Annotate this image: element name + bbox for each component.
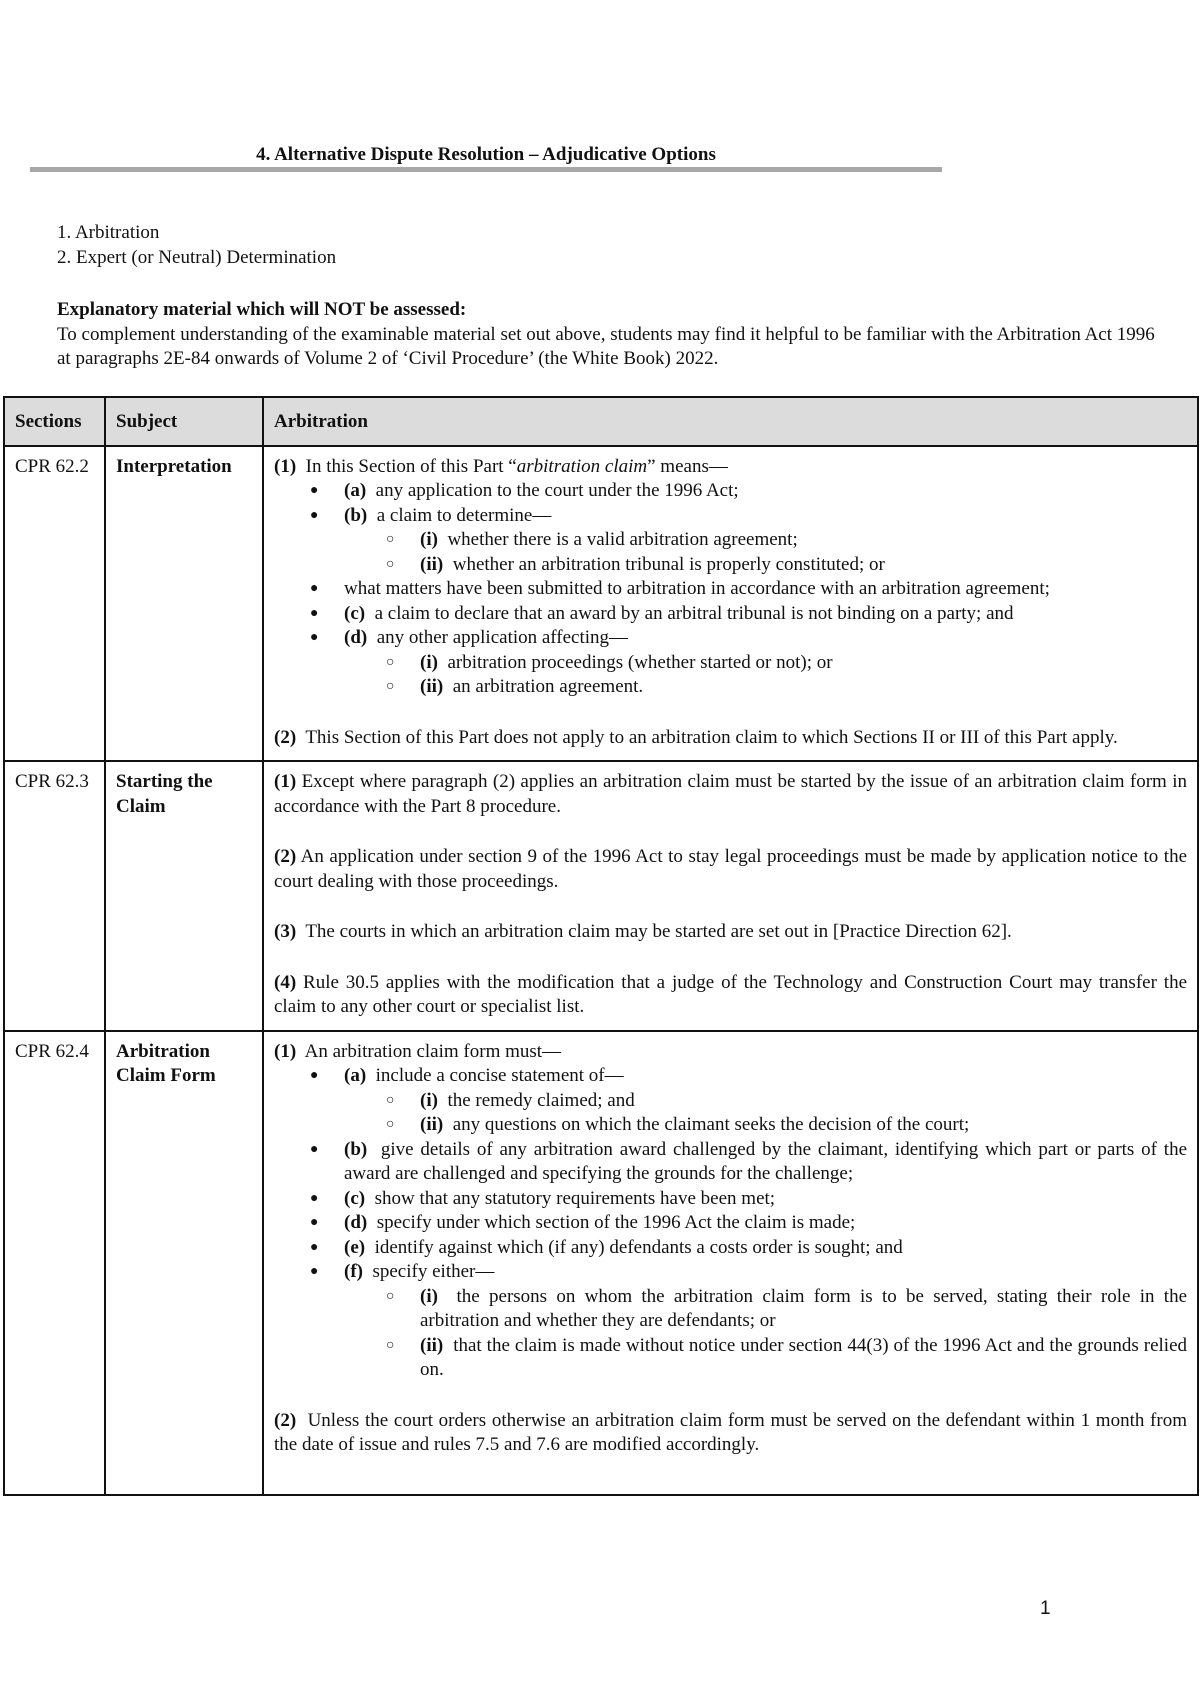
para-text: ” means— [647,455,728,477]
item-text: specify either— [372,1261,495,1282]
list-item [310,602,1187,627]
content-cell [263,446,1198,762]
item-number: (a) [344,480,367,501]
paragraph [274,971,1187,1020]
item-number: (i) [420,651,438,673]
para-text: Unless the court orders otherwise an arbitration claim form must be served on the defendant within 1 month from the date of issue and rules 7.5 and 7.6 are modified accordingly. [274,1409,1187,1455]
list-item [310,1187,1187,1212]
page-number: 1 [1040,1598,1051,1619]
list-item [310,1211,1187,1236]
list-item [310,626,1187,700]
item-number: (a) [344,1065,367,1086]
para-text: An application under section 9 of the 1996 Act to stay legal proceedings must be made by application notice to the court dealing with those proceedings. [274,846,1188,892]
item-text: any questions on which the claimant seeks the decision of the court; [452,1114,970,1135]
paragraph [274,1409,1187,1458]
para-text: The courts in which an arbitration claim may be started are set out in [Practice Direction 62]. [305,921,1012,942]
topic-list [57,220,336,270]
para-number: (1) [274,771,297,792]
item-number: (i) [420,529,438,550]
list-item [310,1138,1187,1187]
list-item [382,528,1187,553]
table-row [4,1031,1198,1495]
item-text: whether there is a valid arbitration agreement; [447,529,798,550]
section-cell: CPR 62.4 [4,1031,105,1495]
item-number: (c) [344,1187,366,1209]
item-text: show that any statutory requirements have been met; [374,1187,776,1209]
item-number: (c) [344,602,366,624]
item-number: (e) [344,1236,366,1258]
item-text: a claim to declare that an award by an arbitral tribunal is not binding on a party; and [374,602,1014,624]
paragraph [274,920,1187,945]
list [310,479,1187,700]
para-number: (3) [274,921,297,942]
item-text: give details of any arbitration award challenged by the claimant, identifying which part or parts of the award are challenged and specifying the grounds for the challenge; [344,1138,1188,1184]
item-number: (b) [344,504,368,526]
item-number: (f) [344,1261,363,1282]
item-number: (i) [420,1285,438,1307]
title-underline [30,167,942,172]
list-item [382,553,1187,578]
para-number: (4) [274,971,297,993]
item-number: (d) [344,627,368,648]
list-item [310,479,1187,504]
paragraph [274,770,1187,819]
content-cell [263,1031,1198,1495]
header-subject: Subject [105,397,263,446]
para-text: Except where paragraph (2) applies an arbitration claim must be started by the issue of an arbitration claim form in accordance with the Part 8 procedure. [274,771,1188,817]
topic-item: 2. Expert (or Neutral) Determination [57,247,337,268]
list-item [310,1260,1187,1383]
item-number: (ii) [420,1114,444,1135]
para-text: Rule 30.5 applies with the modification that a judge of the Technology and Construction Court may transfer the claim to any other court or specialist list. [274,971,1187,1017]
list-item [310,577,1187,602]
item-text: specify under which section of the 1996 Act the claim is made; [376,1212,856,1233]
item-text: any other application affecting— [376,627,629,648]
subject-cell: Starting the Claim [105,761,263,1031]
item-text: an arbitration agreement. [452,676,644,697]
content-cell [263,761,1198,1031]
explanatory-text: To complement understanding of the examinable material set out above, students may find it helpful to be familiar with the Arbitration Act 1996 at paragraphs 2E-84 onwards of Volume 2 of ‘Civil Procedure’ (the White Book) 2022. [57,323,1155,369]
item-text: include a concise statement of— [375,1065,624,1086]
sub-list [382,1285,1187,1383]
item-text: what matters have been submitted to arbitration in accordance with an arbitration agreement; [344,578,1050,599]
item-text: whether an arbitration tribunal is properly constituted; or [452,553,885,575]
sub-list [382,528,1187,577]
paragraph [274,845,1187,894]
list-item [310,1064,1187,1138]
list [310,1064,1187,1383]
table-header-row [4,397,1198,446]
defined-term: arbitration claim [516,455,648,477]
list-item [382,1113,1187,1138]
item-number: (ii) [420,676,444,697]
item-number: (ii) [420,553,444,575]
para-number: (2) [274,1409,297,1431]
document-title: 4. Alternative Dispute Resolution – Adjudicative Options [256,144,716,165]
item-text: identify against which (if any) defendants a costs order is sought; and [374,1236,903,1258]
subject-cell: Interpretation [105,446,263,762]
item-text: that the claim is made without notice under section 44(3) of the 1996 Act and the grounds relied on. [420,1334,1187,1380]
table-row [4,761,1198,1031]
para-text: In this Section of this Part “ [305,455,517,477]
table-row [4,446,1198,762]
section-cell: CPR 62.3 [4,761,105,1031]
sub-list [382,651,1187,700]
item-text: the remedy claimed; and [447,1089,635,1111]
item-text: any application to the court under the 1996 Act; [375,480,739,501]
para-text: This Section of this Part does not apply to an arbitration claim to which Sections II or III of this Part apply. [305,726,1118,748]
para-number: (2) [274,726,297,748]
para-number: (1) [274,1040,297,1062]
explanatory-heading: Explanatory material which will NOT be assessed: [57,299,467,320]
list-item [382,675,1187,700]
list-item [310,504,1187,578]
list-item [382,1089,1187,1114]
header-sections: Sections [4,397,105,446]
list-item [382,1285,1187,1334]
list-item [310,1236,1187,1261]
item-number: (ii) [420,1334,444,1356]
list-item [382,651,1187,676]
item-number: (i) [420,1089,438,1111]
cpr-table [3,396,1199,1496]
para-number: (1) [274,455,297,477]
item-text: the persons on whom the arbitration claim form is to be served, stating their role in the arbitration and whether they are defendants; or [420,1285,1188,1331]
explanatory-section [57,298,1157,372]
item-number: (d) [344,1212,368,1233]
para-text: An arbitration claim form must— [304,1040,562,1062]
subject-cell: Arbitration Claim Form [105,1031,263,1495]
para-number: (2) [274,846,297,867]
item-text: arbitration proceedings (whether started or not); or [447,651,833,673]
paragraph [274,455,1187,480]
item-number: (b) [344,1138,368,1160]
item-text: a claim to determine— [376,504,552,526]
sub-list [382,1089,1187,1138]
paragraph [274,726,1187,751]
list-item [382,1334,1187,1383]
section-cell: CPR 62.2 [4,446,105,762]
topic-item: 1. Arbitration [57,222,160,243]
paragraph [274,1040,1187,1065]
header-arbitration: Arbitration [263,397,1198,446]
